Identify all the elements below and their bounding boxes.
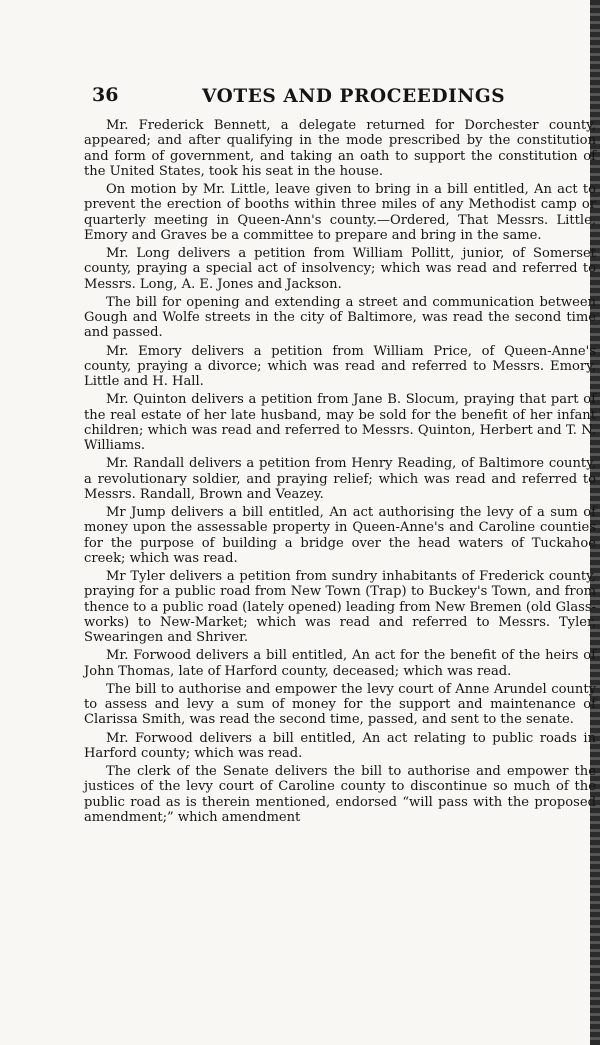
paragraph: The clerk of the Senate delivers the bill to authorise and empower the justices of the levy court of Caroline county to discontinue so much of the public road as is therein mentioned, endorsed “will pass with the proposed amendment;” which amendment (84, 764, 596, 825)
paragraph: Mr Jump delivers a bill entitled, An act authorising the levy of a sum of money upon the assessable property in Queen-Anne's and Caroline counties for the purpose of building a bridge over the head waters of Tuckahoe creek; which was read. (84, 505, 596, 566)
paragraph: Mr. Forwood delivers a bill entitled, An act for the benefit of the heirs of John Thomas, late of Harford county, deceased; which was read. (84, 648, 596, 679)
page-number: 36 (92, 84, 119, 106)
paragraph: Mr. Frederick Bennett, a delegate returned for Dorchester county, appeared; and after qualifying in the mode prescribed by the constitution and form of government, and taking an oath to support the constitution of the United States, took his seat in the house. (84, 118, 596, 179)
paragraph: Mr Tyler delivers a petition from sundry inhabitants of Frederick county, praying for a public road from New Town (Trap) to Buckey's Town, and from thence to a public road (lately opened) leading from New Bremen (old Glass-works) to New-Market; which was read and referred to Messrs. Tyler, Swearingen and Shriver. (84, 569, 596, 645)
paragraph: Mr. Randall delivers a petition from Henry Reading, of Baltimore county, a revolutionary soldier, and praying relief; which was read and referred to Messrs. Randall, Brown and Veazey. (84, 456, 596, 502)
running-head (84, 80, 596, 110)
paragraph: Mr. Emory delivers a petition from William Price, of Queen-Anne's county, praying a divorce; which was read and referred to Messrs. Emory, Little and H. Hall. (84, 343, 596, 389)
paragraph: The bill to authorise and empower the levy court of Anne Arundel county to assess and levy a sum of money for the support and maintenance of Clarissa Smith, was read the second time, passed, and sent to the senate. (84, 681, 596, 728)
paragraph: Mr. Quinton delivers a petition from Jane B. Slocum, praying that part of the real estate of her late husband, may be sold for the benefit of her infant children; which was read and referred to Messrs. Quinton, Herbert and T. N. Williams. (84, 392, 596, 453)
running-head-title: VOTES AND PROCEEDINGS (202, 86, 506, 107)
page-content (84, 80, 596, 828)
body-text (84, 118, 596, 825)
paragraph: On motion by Mr. Little, leave given to bring in a bill entitled, An act to prevent the erection of booths within three miles of any Methodist camp or quarterly meeting in Queen-Ann's county.—Ordered, That Messrs. Little, Emory and Graves be a committee to prepare and bring in the same. (84, 182, 596, 243)
paragraph: Mr. Forwood delivers a bill entitled, An act relating to public roads in Harford county; which was read. (84, 730, 596, 761)
paragraph: The bill for opening and extending a street and communication between Gough and Wolfe streets in the city of Baltimore, was read the second time and passed. (84, 294, 596, 341)
paragraph: Mr. Long delivers a petition from William Pollitt, junior, of Somerset county, praying a special act of insolvency; which was read and referred to Messrs. Long, A. E. Jones and Jackson. (84, 246, 596, 292)
